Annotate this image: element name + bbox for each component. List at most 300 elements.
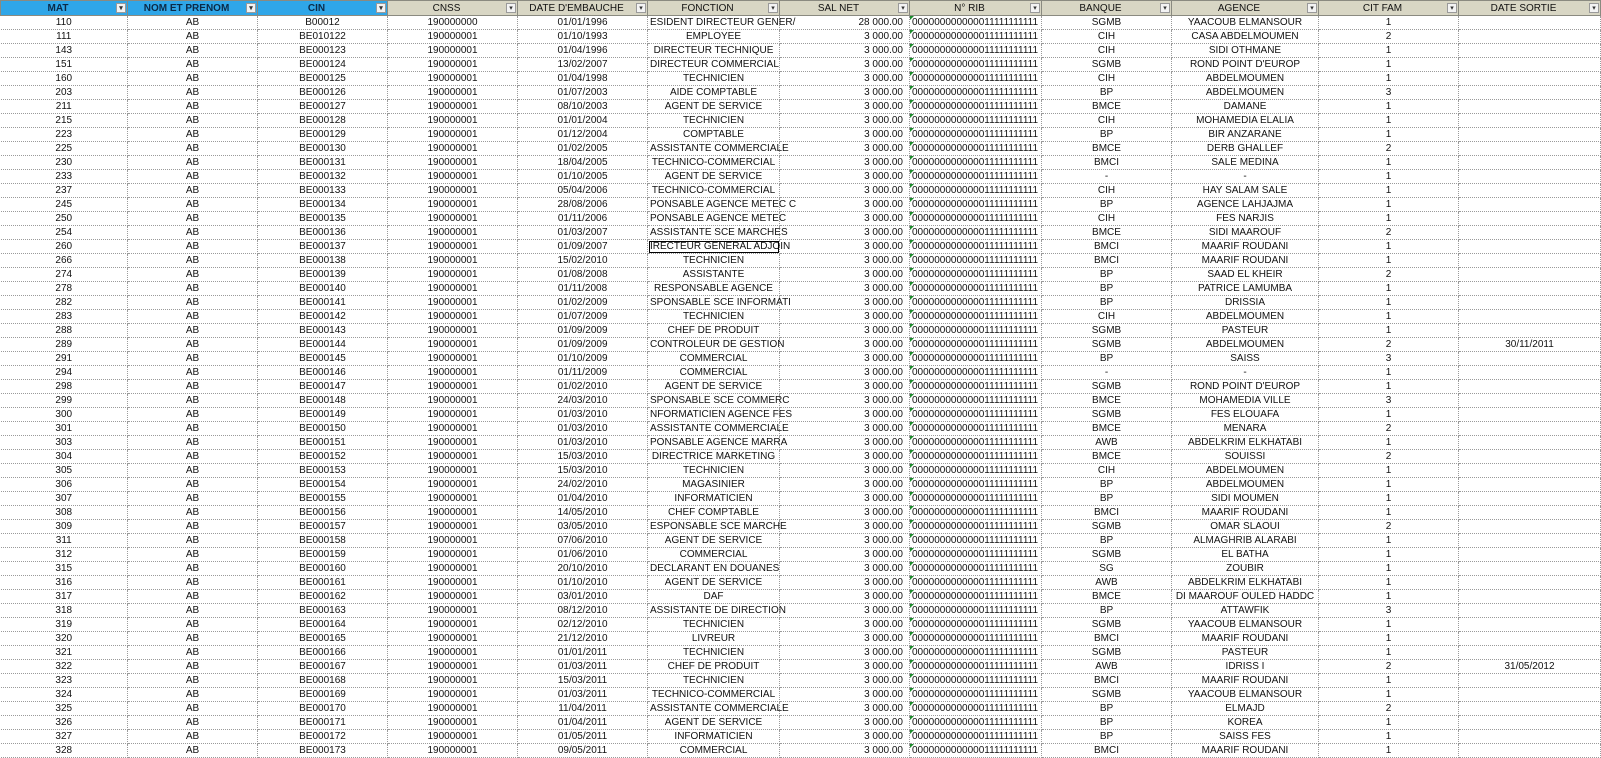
cell-cin[interactable]: BE000156: [258, 506, 388, 520]
cell-mat[interactable]: 305: [1, 464, 128, 478]
cell-date-sortie[interactable]: [1459, 604, 1601, 618]
cell-sal-net[interactable]: 3 000.00: [780, 156, 910, 170]
cell-nom-prenom[interactable]: AB: [128, 282, 258, 296]
cell-mat[interactable]: 308: [1, 506, 128, 520]
cell-cit-fam[interactable]: 1: [1319, 296, 1459, 310]
cell-fonction[interactable]: DIRECTRICE MARKETING: [648, 450, 780, 464]
cell-nom-prenom[interactable]: AB: [128, 226, 258, 240]
cell-fonction[interactable]: TECHNICIEN: [648, 254, 780, 268]
cell-nom-prenom[interactable]: AB: [128, 548, 258, 562]
cell-cnss[interactable]: 190000001: [388, 72, 518, 86]
cell-nom-prenom[interactable]: AB: [128, 744, 258, 758]
cell-sal-net[interactable]: 3 000.00: [780, 576, 910, 590]
cell-cit-fam[interactable]: 2: [1319, 268, 1459, 282]
cell-agence[interactable]: ALMAGHRIB ALARABI: [1172, 534, 1319, 548]
cell-agence[interactable]: FES ELOUAFA: [1172, 408, 1319, 422]
cell-date-sortie[interactable]: [1459, 450, 1601, 464]
cell-fonction[interactable]: CHEF DE PRODUIT: [648, 660, 780, 674]
cell-cnss[interactable]: 190000001: [388, 324, 518, 338]
cell-cit-fam[interactable]: 1: [1319, 184, 1459, 198]
cell-cnss[interactable]: 190000001: [388, 450, 518, 464]
cell-cnss[interactable]: 190000001: [388, 268, 518, 282]
cell-mat[interactable]: 151: [1, 58, 128, 72]
cell-sal-net[interactable]: 3 000.00: [780, 744, 910, 758]
cell-sal-net[interactable]: 3 000.00: [780, 478, 910, 492]
cell-rib[interactable]: 000000000000011111111111: [910, 86, 1042, 100]
cell-cit-fam[interactable]: 2: [1319, 422, 1459, 436]
cell-cin[interactable]: BE000128: [258, 114, 388, 128]
cell-banque[interactable]: -: [1042, 170, 1172, 184]
cell-cit-fam[interactable]: 1: [1319, 688, 1459, 702]
cell-date-embauche[interactable]: 01/12/2004: [518, 128, 648, 142]
cell-cit-fam[interactable]: 1: [1319, 576, 1459, 590]
cell-cit-fam[interactable]: 1: [1319, 618, 1459, 632]
cell-cnss[interactable]: 190000001: [388, 254, 518, 268]
cell-mat[interactable]: 316: [1, 576, 128, 590]
cell-date-embauche[interactable]: 01/04/2011: [518, 716, 648, 730]
cell-nom-prenom[interactable]: AB: [128, 408, 258, 422]
cell-fonction[interactable]: INFORMATICIEN: [648, 492, 780, 506]
cell-nom-prenom[interactable]: AB: [128, 310, 258, 324]
cell-fonction[interactable]: PONSABLE AGENCE MARRA: [648, 436, 780, 450]
cell-mat[interactable]: 233: [1, 170, 128, 184]
cell-agence[interactable]: DI MAAROUF OULED HADDC: [1172, 590, 1319, 604]
cell-sal-net[interactable]: 3 000.00: [780, 198, 910, 212]
cell-date-embauche[interactable]: 01/07/2003: [518, 86, 648, 100]
cell-cin[interactable]: BE000166: [258, 646, 388, 660]
cell-rib[interactable]: 000000000000011111111111: [910, 506, 1042, 520]
cell-nom-prenom[interactable]: AB: [128, 156, 258, 170]
filter-dropdown-chevron-down-icon[interactable]: ▾: [636, 3, 646, 13]
cell-fonction[interactable]: ASSISTANTE COMMERCIALE: [648, 422, 780, 436]
cell-nom-prenom[interactable]: AB: [128, 688, 258, 702]
cell-nom-prenom[interactable]: AB: [128, 450, 258, 464]
cell-banque[interactable]: BP: [1042, 128, 1172, 142]
cell-banque[interactable]: BMCI: [1042, 240, 1172, 254]
cell-date-sortie[interactable]: [1459, 310, 1601, 324]
cell-fonction[interactable]: SPONSABLE SCE COMMERC: [648, 394, 780, 408]
cell-fonction[interactable]: EMPLOYEE: [648, 30, 780, 44]
cell-date-sortie[interactable]: [1459, 534, 1601, 548]
cell-date-sortie[interactable]: [1459, 632, 1601, 646]
cell-date-sortie[interactable]: [1459, 702, 1601, 716]
cell-mat[interactable]: 320: [1, 632, 128, 646]
cell-nom-prenom[interactable]: AB: [128, 72, 258, 86]
cell-date-sortie[interactable]: 31/05/2012: [1459, 660, 1601, 674]
cell-fonction[interactable]: MAGASINIER: [648, 478, 780, 492]
cell-banque[interactable]: BP: [1042, 730, 1172, 744]
cell-cit-fam[interactable]: 1: [1319, 744, 1459, 758]
cell-fonction[interactable]: AGENT DE SERVICE: [648, 170, 780, 184]
cell-fonction[interactable]: AGENT DE SERVICE: [648, 716, 780, 730]
cell-banque[interactable]: BP: [1042, 716, 1172, 730]
cell-date-sortie[interactable]: [1459, 730, 1601, 744]
column-header-cnss[interactable]: [388, 1, 518, 16]
cell-cit-fam[interactable]: 1: [1319, 240, 1459, 254]
cell-sal-net[interactable]: 3 000.00: [780, 422, 910, 436]
cell-mat[interactable]: 324: [1, 688, 128, 702]
cell-nom-prenom[interactable]: AB: [128, 632, 258, 646]
cell-sal-net[interactable]: 3 000.00: [780, 632, 910, 646]
filter-dropdown-chevron-down-icon[interactable]: ▾: [376, 3, 386, 13]
cell-date-sortie[interactable]: [1459, 422, 1601, 436]
cell-nom-prenom[interactable]: AB: [128, 338, 258, 352]
cell-mat[interactable]: 300: [1, 408, 128, 422]
cell-rib[interactable]: 000000000000011111111111: [910, 660, 1042, 674]
cell-date-embauche[interactable]: 01/10/1993: [518, 30, 648, 44]
cell-date-embauche[interactable]: 18/04/2005: [518, 156, 648, 170]
cell-cin[interactable]: BE000165: [258, 632, 388, 646]
column-header-cin[interactable]: [258, 1, 388, 16]
cell-date-sortie[interactable]: [1459, 212, 1601, 226]
cell-cin[interactable]: BE000169: [258, 688, 388, 702]
cell-date-sortie[interactable]: [1459, 58, 1601, 72]
cell-fonction[interactable]: ESPONSABLE SCE MARCHE: [648, 520, 780, 534]
cell-fonction[interactable]: NFORMATICIEN AGENCE FES: [648, 408, 780, 422]
cell-cit-fam[interactable]: 1: [1319, 716, 1459, 730]
cell-date-embauche[interactable]: 01/11/2006: [518, 212, 648, 226]
cell-agence[interactable]: MAARIF ROUDANI: [1172, 254, 1319, 268]
cell-rib[interactable]: 000000000000011111111111: [910, 450, 1042, 464]
cell-agence[interactable]: MOHAMEDIA VILLE: [1172, 394, 1319, 408]
cell-date-sortie[interactable]: [1459, 492, 1601, 506]
cell-agence[interactable]: SOUISSI: [1172, 450, 1319, 464]
cell-cit-fam[interactable]: 1: [1319, 100, 1459, 114]
cell-mat[interactable]: 304: [1, 450, 128, 464]
cell-nom-prenom[interactable]: AB: [128, 618, 258, 632]
cell-sal-net[interactable]: 3 000.00: [780, 548, 910, 562]
cell-date-sortie[interactable]: [1459, 464, 1601, 478]
cell-date-sortie[interactable]: [1459, 30, 1601, 44]
cell-date-sortie[interactable]: [1459, 618, 1601, 632]
cell-date-sortie[interactable]: 30/11/2011: [1459, 338, 1601, 352]
cell-fonction[interactable]: TECHNICIEN: [648, 114, 780, 128]
column-header-rib[interactable]: [910, 1, 1042, 16]
cell-nom-prenom[interactable]: AB: [128, 576, 258, 590]
cell-date-embauche[interactable]: 03/05/2010: [518, 520, 648, 534]
cell-nom-prenom[interactable]: AB: [128, 100, 258, 114]
cell-fonction[interactable]: DAF: [648, 590, 780, 604]
cell-rib[interactable]: 000000000000011111111111: [910, 534, 1042, 548]
cell-cnss[interactable]: 190000001: [388, 478, 518, 492]
cell-date-embauche[interactable]: 01/06/2010: [518, 548, 648, 562]
cell-sal-net[interactable]: 3 000.00: [780, 394, 910, 408]
cell-cnss[interactable]: 190000000: [388, 16, 518, 30]
cell-banque[interactable]: BP: [1042, 352, 1172, 366]
cell-nom-prenom[interactable]: AB: [128, 380, 258, 394]
cell-banque[interactable]: SGMB: [1042, 16, 1172, 30]
cell-fonction[interactable]: ASSISTANTE COMMERCIALE: [648, 702, 780, 716]
cell-cit-fam[interactable]: 1: [1319, 464, 1459, 478]
cell-cin[interactable]: BE000130: [258, 142, 388, 156]
cell-cit-fam[interactable]: 1: [1319, 632, 1459, 646]
cell-rib[interactable]: 000000000000011111111111: [910, 72, 1042, 86]
cell-nom-prenom[interactable]: AB: [128, 520, 258, 534]
cell-rib[interactable]: 000000000000011111111111: [910, 142, 1042, 156]
cell-rib[interactable]: 000000000000011111111111: [910, 520, 1042, 534]
cell-cit-fam[interactable]: 1: [1319, 730, 1459, 744]
cell-sal-net[interactable]: 3 000.00: [780, 58, 910, 72]
cell-cnss[interactable]: 190000001: [388, 674, 518, 688]
cell-rib[interactable]: 000000000000011111111111: [910, 156, 1042, 170]
cell-mat[interactable]: 311: [1, 534, 128, 548]
cell-rib[interactable]: 000000000000011111111111: [910, 128, 1042, 142]
cell-agence[interactable]: FES NARJIS: [1172, 212, 1319, 226]
cell-date-sortie[interactable]: [1459, 436, 1601, 450]
cell-cit-fam[interactable]: 1: [1319, 310, 1459, 324]
cell-sal-net[interactable]: 3 000.00: [780, 436, 910, 450]
cell-cin[interactable]: BE000163: [258, 604, 388, 618]
cell-sal-net[interactable]: 3 000.00: [780, 212, 910, 226]
cell-date-embauche[interactable]: 01/02/2005: [518, 142, 648, 156]
cell-date-embauche[interactable]: 01/09/2009: [518, 324, 648, 338]
cell-cit-fam[interactable]: 1: [1319, 492, 1459, 506]
cell-cit-fam[interactable]: 1: [1319, 590, 1459, 604]
cell-cnss[interactable]: 190000001: [388, 198, 518, 212]
cell-cit-fam[interactable]: 1: [1319, 72, 1459, 86]
cell-sal-net[interactable]: 3 000.00: [780, 30, 910, 44]
cell-cit-fam[interactable]: 1: [1319, 16, 1459, 30]
cell-date-embauche[interactable]: 15/02/2010: [518, 254, 648, 268]
cell-date-embauche[interactable]: 01/02/2010: [518, 380, 648, 394]
cell-nom-prenom[interactable]: AB: [128, 730, 258, 744]
cell-cin[interactable]: BE000146: [258, 366, 388, 380]
cell-date-embauche[interactable]: 01/11/2009: [518, 366, 648, 380]
cell-agence[interactable]: ABDELMOUMEN: [1172, 310, 1319, 324]
cell-nom-prenom[interactable]: AB: [128, 30, 258, 44]
cell-nom-prenom[interactable]: AB: [128, 128, 258, 142]
cell-banque[interactable]: BP: [1042, 478, 1172, 492]
cell-rib[interactable]: 000000000000011111111111: [910, 436, 1042, 450]
cell-banque[interactable]: CIH: [1042, 114, 1172, 128]
cell-rib[interactable]: 000000000000011111111111: [910, 702, 1042, 716]
cell-sal-net[interactable]: 3 000.00: [780, 450, 910, 464]
cell-cit-fam[interactable]: 1: [1319, 534, 1459, 548]
cell-banque[interactable]: SGMB: [1042, 324, 1172, 338]
cell-fonction[interactable]: CONTROLEUR DE GESTION: [648, 338, 780, 352]
cell-fonction[interactable]: TECHNICIEN: [648, 310, 780, 324]
column-header-nom-prenom[interactable]: [128, 1, 258, 16]
cell-banque[interactable]: BP: [1042, 534, 1172, 548]
cell-rib[interactable]: 000000000000011111111111: [910, 212, 1042, 226]
cell-date-sortie[interactable]: [1459, 380, 1601, 394]
cell-date-embauche[interactable]: 01/08/2008: [518, 268, 648, 282]
cell-date-sortie[interactable]: [1459, 16, 1601, 30]
cell-sal-net[interactable]: 3 000.00: [780, 380, 910, 394]
cell-mat[interactable]: 203: [1, 86, 128, 100]
column-header-date-embauche[interactable]: [518, 1, 648, 16]
cell-sal-net[interactable]: 3 000.00: [780, 352, 910, 366]
cell-cit-fam[interactable]: 3: [1319, 352, 1459, 366]
cell-fonction[interactable]: SPONSABLE SCE INFORMATI: [648, 296, 780, 310]
cell-fonction[interactable]: TECHNICO-COMMERCIAL: [648, 156, 780, 170]
cell-fonction[interactable]: TECHNICIEN: [648, 72, 780, 86]
cell-mat[interactable]: 298: [1, 380, 128, 394]
cell-banque[interactable]: SG: [1042, 562, 1172, 576]
cell-cnss[interactable]: 190000001: [388, 618, 518, 632]
cell-cnss[interactable]: 190000001: [388, 716, 518, 730]
cell-mat[interactable]: 223: [1, 128, 128, 142]
cell-agence[interactable]: YAACOUB ELMANSOUR: [1172, 688, 1319, 702]
cell-rib[interactable]: 000000000000011111111111: [910, 562, 1042, 576]
cell-agence[interactable]: SIDI MAAROUF: [1172, 226, 1319, 240]
cell-cin[interactable]: BE000137: [258, 240, 388, 254]
cell-cin[interactable]: BE000171: [258, 716, 388, 730]
cell-mat[interactable]: 110: [1, 16, 128, 30]
cell-sal-net[interactable]: 3 000.00: [780, 72, 910, 86]
cell-date-sortie[interactable]: [1459, 44, 1601, 58]
cell-date-embauche[interactable]: 02/12/2010: [518, 618, 648, 632]
cell-sal-net[interactable]: 3 000.00: [780, 324, 910, 338]
cell-sal-net[interactable]: 3 000.00: [780, 604, 910, 618]
cell-mat[interactable]: 294: [1, 366, 128, 380]
cell-rib[interactable]: 000000000000011111111111: [910, 716, 1042, 730]
cell-banque[interactable]: BMCI: [1042, 254, 1172, 268]
cell-banque[interactable]: AWB: [1042, 576, 1172, 590]
cell-nom-prenom[interactable]: AB: [128, 240, 258, 254]
cell-cnss[interactable]: 190000001: [388, 408, 518, 422]
cell-sal-net[interactable]: 3 000.00: [780, 128, 910, 142]
cell-sal-net[interactable]: 3 000.00: [780, 240, 910, 254]
cell-nom-prenom[interactable]: AB: [128, 16, 258, 30]
cell-cin[interactable]: BE000140: [258, 282, 388, 296]
cell-mat[interactable]: 328: [1, 744, 128, 758]
cell-cnss[interactable]: 190000001: [388, 702, 518, 716]
cell-date-embauche[interactable]: 01/09/2007: [518, 240, 648, 254]
cell-date-embauche[interactable]: 01/03/2010: [518, 408, 648, 422]
cell-date-sortie[interactable]: [1459, 352, 1601, 366]
cell-cin[interactable]: BE000173: [258, 744, 388, 758]
cell-banque[interactable]: CIH: [1042, 212, 1172, 226]
cell-cin[interactable]: BE000149: [258, 408, 388, 422]
cell-date-sortie[interactable]: [1459, 268, 1601, 282]
cell-banque[interactable]: BMCI: [1042, 506, 1172, 520]
cell-banque[interactable]: BMCE: [1042, 100, 1172, 114]
cell-nom-prenom[interactable]: AB: [128, 478, 258, 492]
cell-date-sortie[interactable]: [1459, 142, 1601, 156]
cell-cin[interactable]: BE000148: [258, 394, 388, 408]
cell-cnss[interactable]: 190000001: [388, 44, 518, 58]
cell-date-embauche[interactable]: 15/03/2010: [518, 450, 648, 464]
cell-sal-net[interactable]: 3 000.00: [780, 618, 910, 632]
cell-fonction[interactable]: TECHNICO-COMMERCIAL: [648, 688, 780, 702]
cell-agence[interactable]: AGENCE LAHJAJMA: [1172, 198, 1319, 212]
cell-agence[interactable]: KOREA: [1172, 716, 1319, 730]
cell-cnss[interactable]: 190000001: [388, 184, 518, 198]
cell-nom-prenom[interactable]: AB: [128, 324, 258, 338]
cell-agence[interactable]: SIDI OTHMANE: [1172, 44, 1319, 58]
cell-rib[interactable]: 000000000000011111111111: [910, 100, 1042, 114]
filter-dropdown-chevron-down-icon[interactable]: ▾: [506, 3, 516, 13]
cell-date-embauche[interactable]: 01/04/1998: [518, 72, 648, 86]
cell-cnss[interactable]: 190000001: [388, 562, 518, 576]
cell-cin[interactable]: BE000155: [258, 492, 388, 506]
cell-cin[interactable]: BE000157: [258, 520, 388, 534]
cell-agence[interactable]: MAARIF ROUDANI: [1172, 506, 1319, 520]
cell-rib[interactable]: 000000000000011111111111: [910, 240, 1042, 254]
cell-cit-fam[interactable]: 1: [1319, 156, 1459, 170]
cell-rib[interactable]: 000000000000011111111111: [910, 366, 1042, 380]
cell-fonction[interactable]: ASSISTANTE SCE MARCHES: [648, 226, 780, 240]
cell-banque[interactable]: BP: [1042, 86, 1172, 100]
cell-banque[interactable]: SGMB: [1042, 408, 1172, 422]
cell-rib[interactable]: 000000000000011111111111: [910, 352, 1042, 366]
cell-cin[interactable]: BE000144: [258, 338, 388, 352]
cell-cin[interactable]: BE000172: [258, 730, 388, 744]
cell-agence[interactable]: MAARIF ROUDANI: [1172, 632, 1319, 646]
cell-cnss[interactable]: 190000001: [388, 506, 518, 520]
cell-cin[interactable]: BE000136: [258, 226, 388, 240]
cell-date-embauche[interactable]: 15/03/2010: [518, 464, 648, 478]
cell-rib[interactable]: 000000000000011111111111: [910, 422, 1042, 436]
cell-date-sortie[interactable]: [1459, 674, 1601, 688]
cell-date-embauche[interactable]: 11/04/2011: [518, 702, 648, 716]
cell-agence[interactable]: DERB GHALLEF: [1172, 142, 1319, 156]
cell-agence[interactable]: IDRISS I: [1172, 660, 1319, 674]
cell-agence[interactable]: DAMANE: [1172, 100, 1319, 114]
cell-cnss[interactable]: 190000001: [388, 338, 518, 352]
cell-cin[interactable]: BE000160: [258, 562, 388, 576]
cell-sal-net[interactable]: 3 000.00: [780, 170, 910, 184]
cell-banque[interactable]: BMCE: [1042, 226, 1172, 240]
cell-banque[interactable]: BP: [1042, 296, 1172, 310]
cell-nom-prenom[interactable]: AB: [128, 646, 258, 660]
cell-rib[interactable]: 000000000000011111111111: [910, 282, 1042, 296]
cell-cin[interactable]: BE000152: [258, 450, 388, 464]
cell-cit-fam[interactable]: 3: [1319, 86, 1459, 100]
cell-banque[interactable]: BMCE: [1042, 142, 1172, 156]
cell-nom-prenom[interactable]: AB: [128, 562, 258, 576]
cell-agence[interactable]: DRISSIA: [1172, 296, 1319, 310]
cell-cnss[interactable]: 190000001: [388, 100, 518, 114]
cell-agence[interactable]: MOHAMEDIA ELALIA: [1172, 114, 1319, 128]
cell-fonction[interactable]: TECHNICO-COMMERCIAL: [648, 184, 780, 198]
cell-banque[interactable]: BP: [1042, 492, 1172, 506]
cell-date-sortie[interactable]: [1459, 198, 1601, 212]
cell-cit-fam[interactable]: 2: [1319, 702, 1459, 716]
cell-banque[interactable]: SGMB: [1042, 338, 1172, 352]
cell-nom-prenom[interactable]: AB: [128, 660, 258, 674]
cell-nom-prenom[interactable]: AB: [128, 198, 258, 212]
cell-sal-net[interactable]: 3 000.00: [780, 366, 910, 380]
cell-date-embauche[interactable]: 01/01/2004: [518, 114, 648, 128]
cell-sal-net[interactable]: 3 000.00: [780, 506, 910, 520]
cell-agence[interactable]: ABDELMOUMEN: [1172, 464, 1319, 478]
cell-date-sortie[interactable]: [1459, 408, 1601, 422]
cell-fonction[interactable]: AGENT DE SERVICE: [648, 534, 780, 548]
cell-fonction[interactable]: TECHNICIEN: [648, 618, 780, 632]
cell-cnss[interactable]: 190000001: [388, 86, 518, 100]
cell-sal-net[interactable]: 3 000.00: [780, 702, 910, 716]
cell-banque[interactable]: SGMB: [1042, 688, 1172, 702]
cell-cit-fam[interactable]: 2: [1319, 338, 1459, 352]
cell-rib[interactable]: 000000000000011111111111: [910, 604, 1042, 618]
cell-nom-prenom[interactable]: AB: [128, 212, 258, 226]
cell-sal-net[interactable]: 3 000.00: [780, 310, 910, 324]
cell-cit-fam[interactable]: 1: [1319, 436, 1459, 450]
cell-sal-net[interactable]: 3 000.00: [780, 296, 910, 310]
cell-cin[interactable]: BE000141: [258, 296, 388, 310]
cell-cin[interactable]: BE000145: [258, 352, 388, 366]
cell-banque[interactable]: CIH: [1042, 44, 1172, 58]
cell-rib[interactable]: 000000000000011111111111: [910, 408, 1042, 422]
cell-cnss[interactable]: 190000001: [388, 660, 518, 674]
filter-dropdown-chevron-down-icon[interactable]: ▾: [898, 3, 908, 13]
cell-rib[interactable]: 000000000000011111111111: [910, 618, 1042, 632]
cell-date-sortie[interactable]: [1459, 170, 1601, 184]
cell-sal-net[interactable]: 3 000.00: [780, 100, 910, 114]
cell-sal-net[interactable]: 28 000.00: [780, 16, 910, 30]
